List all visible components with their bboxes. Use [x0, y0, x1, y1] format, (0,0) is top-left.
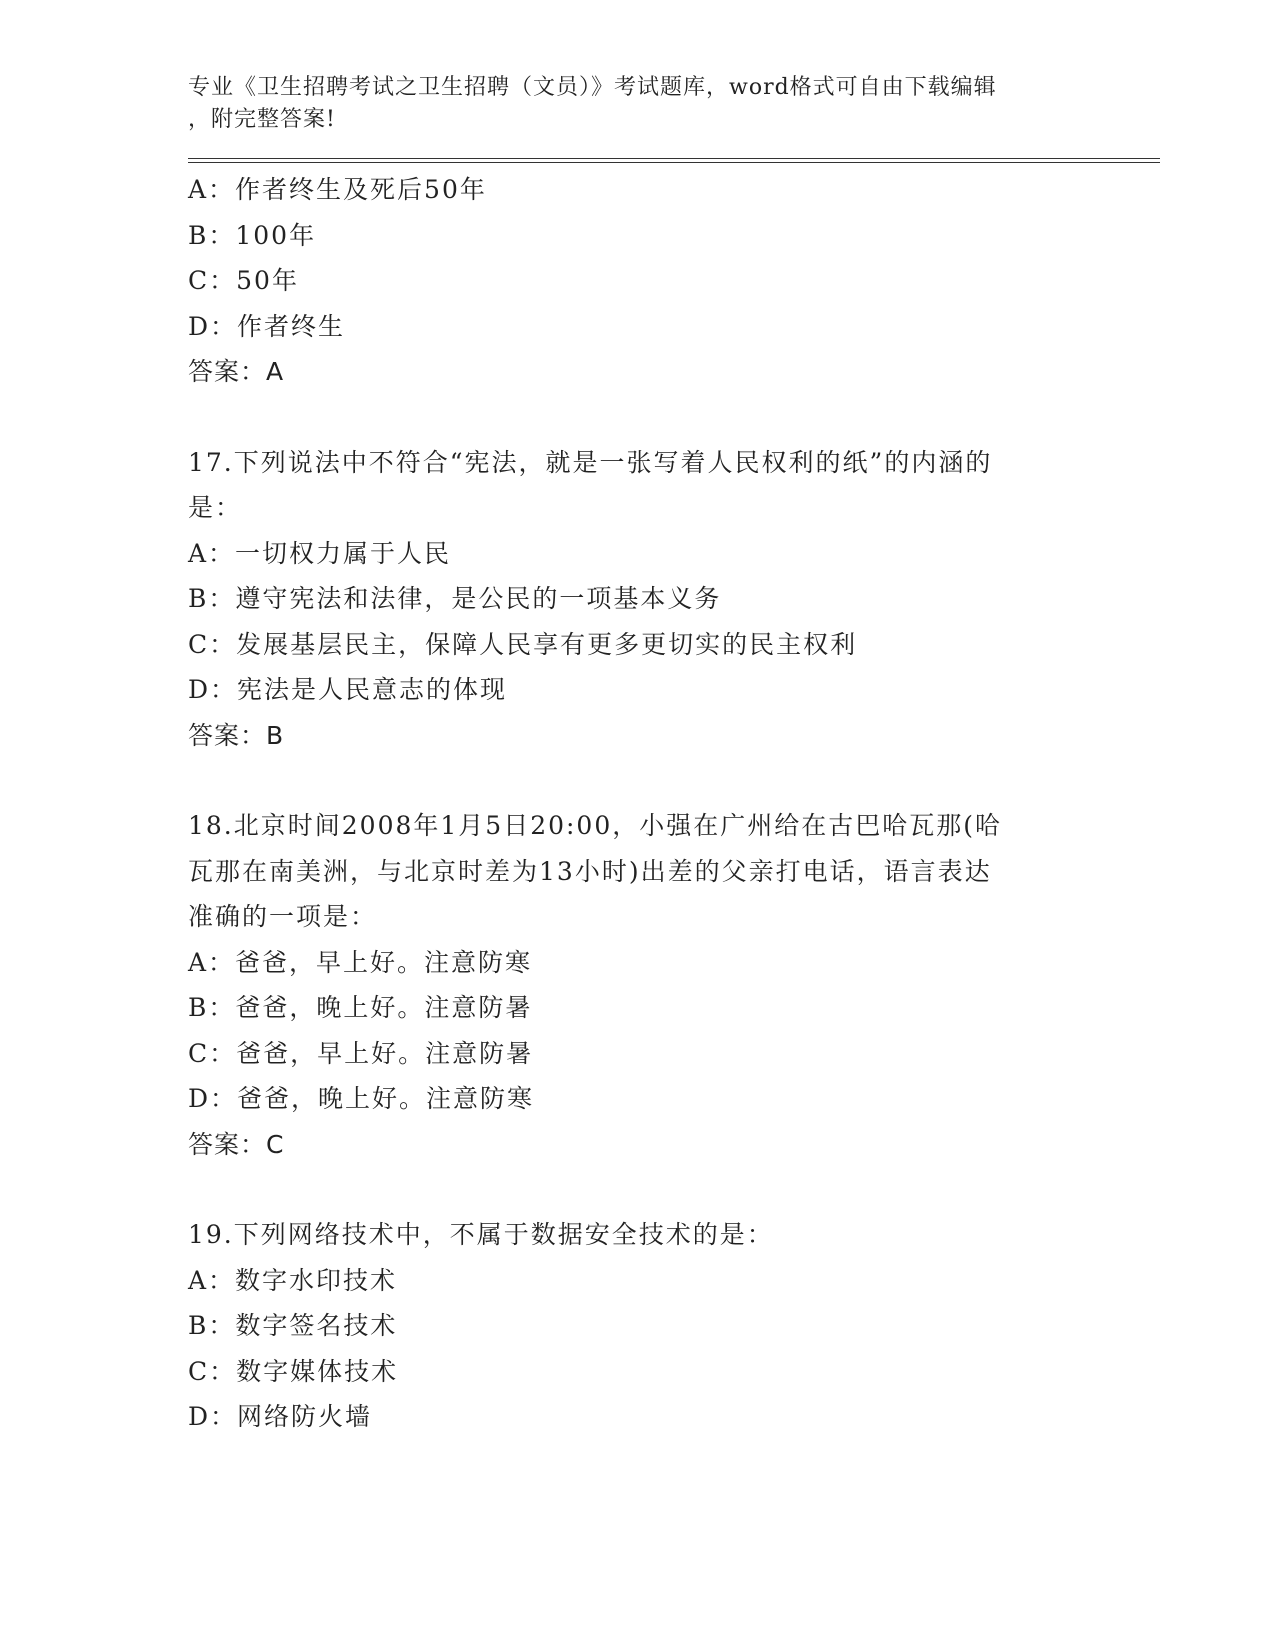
answer: 答案：C [188, 1129, 285, 1159]
question-stem-line: 17.下列说法中不符合“宪法，就是一张写着人民权利的纸”的内涵的 [188, 447, 993, 477]
question-stem-line: 准确的一项是： [188, 902, 378, 931]
answer: 答案：A [188, 357, 285, 386]
header-line-1: 专业《卫生招聘考试之卫生招聘（文员）》考试题库，word格式可自由下载编辑 [188, 75, 997, 100]
header-divider [188, 158, 1160, 163]
option-b: B：遵守宪法和法律，是公民的一项基本义务 [188, 584, 722, 613]
question-19-block [188, 1212, 1158, 1440]
option-b: B：爸爸，晚上好。注意防暑 [188, 993, 533, 1022]
option-a: A：爸爸，早上好。注意防寒 [188, 947, 533, 977]
option-b: B：100年 [188, 220, 317, 250]
option-a: A：作者终生及死后50年 [188, 175, 487, 204]
question-stem-line: 19.下列网络技术中，不属于数据安全技术的是： [188, 1220, 774, 1249]
page-header [188, 72, 1068, 136]
option-c: C：爸爸，早上好。注意防暑 [188, 1038, 534, 1068]
option-a: A：一切权力属于人民 [188, 538, 452, 568]
option-d: D：宪法是人民意志的体现 [188, 675, 508, 704]
option-c: C：数字媒体技术 [188, 1356, 399, 1386]
option-d: D：作者终生 [188, 311, 346, 341]
option-c: C：50年 [188, 266, 299, 295]
option-a: A：数字水印技术 [188, 1265, 398, 1295]
question-18-block [188, 803, 1158, 1167]
question-stem-line: 18.北京时间2008年1月5日20:00，小强在广州给在古巴哈瓦那(哈 [188, 811, 1002, 840]
question-16-block [188, 167, 1158, 395]
question-17-block [188, 440, 1158, 759]
option-c: C：发展基层民主，保障人民享有更多更切实的民主权利 [188, 629, 858, 659]
document-page [188, 72, 1158, 1440]
question-stem-line: 是： [188, 493, 243, 522]
answer: 答案：B [188, 720, 285, 750]
option-d: D：网络防火墙 [188, 1402, 373, 1431]
header-line-2: ，附完整答案! [188, 107, 336, 132]
option-d: D：爸爸，晚上好。注意防寒 [188, 1084, 535, 1113]
question-stem-line: 瓦那在南美洲，与北京时差为13小时)出差的父亲打电话，语言表达 [188, 856, 992, 886]
option-b: B：数字签名技术 [188, 1311, 398, 1340]
